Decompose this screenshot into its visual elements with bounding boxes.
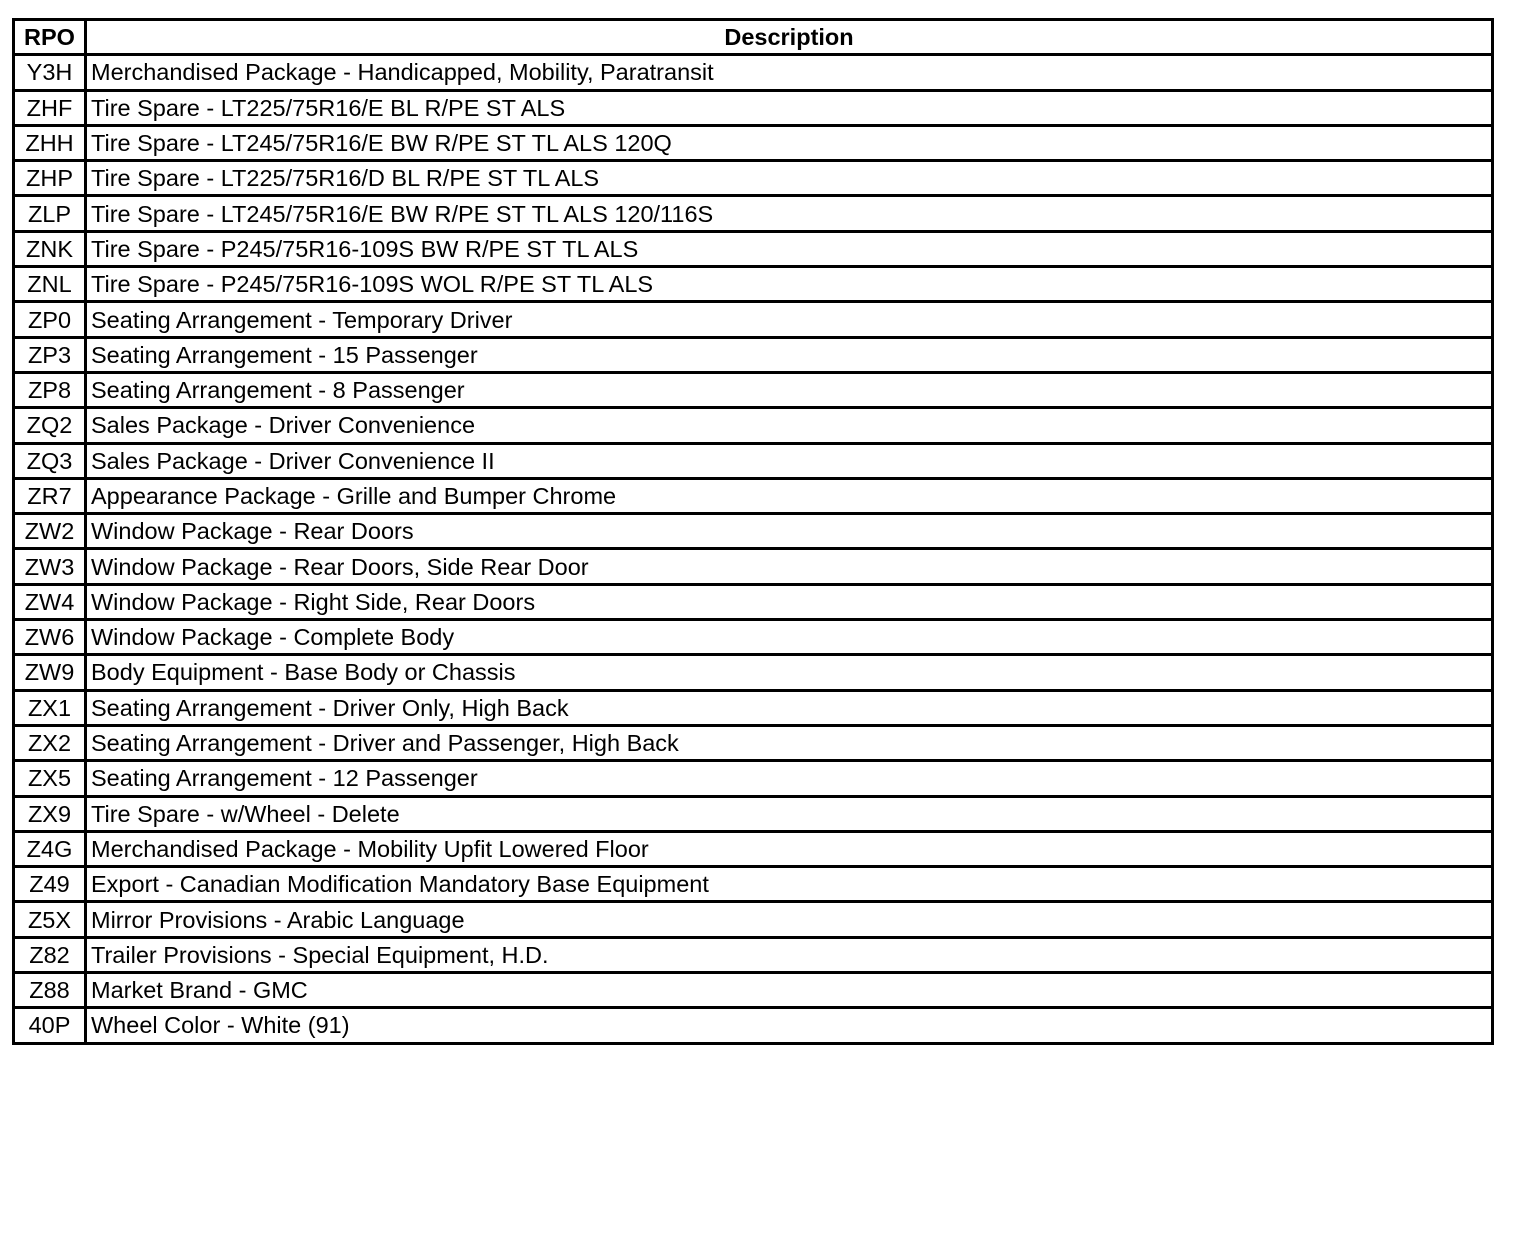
table-row bbox=[14, 549, 1493, 584]
table-row bbox=[14, 196, 1493, 231]
rpo-code: ZX1 bbox=[14, 690, 86, 725]
table-row bbox=[14, 690, 1493, 725]
table-row bbox=[14, 337, 1493, 372]
rpo-description: Tire Spare - LT245/75R16/E BW R/PE ST TL ALS 120Q bbox=[86, 125, 1493, 160]
rpo-description: Sales Package - Driver Convenience bbox=[86, 408, 1493, 443]
table-row bbox=[14, 761, 1493, 796]
rpo-description: Tire Spare - LT245/75R16/E BW R/PE ST TL ALS 120/116S bbox=[86, 196, 1493, 231]
rpo-code: ZW9 bbox=[14, 655, 86, 690]
rpo-description: Export - Canadian Modification Mandatory Base Equipment bbox=[86, 867, 1493, 902]
rpo-description: Window Package - Right Side, Rear Doors bbox=[86, 584, 1493, 619]
rpo-code: ZP8 bbox=[14, 372, 86, 407]
table-row bbox=[14, 937, 1493, 972]
rpo-code: ZX5 bbox=[14, 761, 86, 796]
rpo-description: Body Equipment - Base Body or Chassis bbox=[86, 655, 1493, 690]
rpo-code: Z5X bbox=[14, 902, 86, 937]
rpo-code: Z49 bbox=[14, 867, 86, 902]
rpo-code: Z82 bbox=[14, 937, 86, 972]
rpo-code: ZR7 bbox=[14, 478, 86, 513]
table-row bbox=[14, 867, 1493, 902]
rpo-code: ZQ3 bbox=[14, 443, 86, 478]
rpo-code: Z4G bbox=[14, 831, 86, 866]
rpo-description-table bbox=[12, 18, 1494, 1045]
table-row bbox=[14, 161, 1493, 196]
table-row bbox=[14, 725, 1493, 760]
rpo-code: ZHH bbox=[14, 125, 86, 160]
rpo-code: ZX2 bbox=[14, 725, 86, 760]
rpo-code: ZP0 bbox=[14, 302, 86, 337]
rpo-description: Seating Arrangement - Driver and Passenger, High Back bbox=[86, 725, 1493, 760]
rpo-description: Appearance Package - Grille and Bumper Chrome bbox=[86, 478, 1493, 513]
rpo-description: Seating Arrangement - 8 Passenger bbox=[86, 372, 1493, 407]
rpo-description: Seating Arrangement - Temporary Driver bbox=[86, 302, 1493, 337]
table-row bbox=[14, 267, 1493, 302]
table-header-row bbox=[14, 20, 1493, 55]
table-row bbox=[14, 90, 1493, 125]
table-row bbox=[14, 478, 1493, 513]
rpo-code: ZX9 bbox=[14, 796, 86, 831]
table-row bbox=[14, 231, 1493, 266]
rpo-description: Seating Arrangement - 12 Passenger bbox=[86, 761, 1493, 796]
rpo-description: Tire Spare - LT225/75R16/D BL R/PE ST TL ALS bbox=[86, 161, 1493, 196]
rpo-description: Tire Spare - w/Wheel - Delete bbox=[86, 796, 1493, 831]
rpo-code: ZNL bbox=[14, 267, 86, 302]
rpo-code: 40P bbox=[14, 1008, 86, 1043]
table-row bbox=[14, 302, 1493, 337]
rpo-description: Window Package - Rear Doors, Side Rear Door bbox=[86, 549, 1493, 584]
rpo-description: Tire Spare - LT225/75R16/E BL R/PE ST ALS bbox=[86, 90, 1493, 125]
rpo-description: Trailer Provisions - Special Equipment, H.D. bbox=[86, 937, 1493, 972]
table-row bbox=[14, 620, 1493, 655]
rpo-code: ZLP bbox=[14, 196, 86, 231]
table-row bbox=[14, 125, 1493, 160]
rpo-description: Wheel Color - White (91) bbox=[86, 1008, 1493, 1043]
header-description: Description bbox=[86, 20, 1493, 55]
rpo-code: ZQ2 bbox=[14, 408, 86, 443]
table-body bbox=[14, 55, 1493, 1043]
rpo-description: Tire Spare - P245/75R16-109S WOL R/PE ST TL ALS bbox=[86, 267, 1493, 302]
rpo-code: ZNK bbox=[14, 231, 86, 266]
rpo-code: Z88 bbox=[14, 973, 86, 1008]
table-row bbox=[14, 796, 1493, 831]
rpo-description: Mirror Provisions - Arabic Language bbox=[86, 902, 1493, 937]
rpo-description: Tire Spare - P245/75R16-109S BW R/PE ST TL ALS bbox=[86, 231, 1493, 266]
table-row bbox=[14, 831, 1493, 866]
rpo-description: Merchandised Package - Handicapped, Mobility, Paratransit bbox=[86, 55, 1493, 90]
table-row bbox=[14, 443, 1493, 478]
rpo-code: ZW6 bbox=[14, 620, 86, 655]
rpo-description: Seating Arrangement - 15 Passenger bbox=[86, 337, 1493, 372]
rpo-code: ZHF bbox=[14, 90, 86, 125]
table-row bbox=[14, 372, 1493, 407]
table-row bbox=[14, 902, 1493, 937]
table-row bbox=[14, 408, 1493, 443]
rpo-code: ZHP bbox=[14, 161, 86, 196]
rpo-description: Sales Package - Driver Convenience II bbox=[86, 443, 1493, 478]
rpo-code: ZW3 bbox=[14, 549, 86, 584]
rpo-description: Window Package - Rear Doors bbox=[86, 514, 1493, 549]
table-row bbox=[14, 584, 1493, 619]
table-row bbox=[14, 1008, 1493, 1043]
rpo-description: Window Package - Complete Body bbox=[86, 620, 1493, 655]
table-row bbox=[14, 55, 1493, 90]
rpo-code: ZP3 bbox=[14, 337, 86, 372]
header-rpo: RPO bbox=[14, 20, 86, 55]
rpo-code: Y3H bbox=[14, 55, 86, 90]
rpo-description: Seating Arrangement - Driver Only, High Back bbox=[86, 690, 1493, 725]
rpo-code: ZW2 bbox=[14, 514, 86, 549]
table-row bbox=[14, 655, 1493, 690]
rpo-code: ZW4 bbox=[14, 584, 86, 619]
rpo-description: Merchandised Package - Mobility Upfit Lowered Floor bbox=[86, 831, 1493, 866]
rpo-description: Market Brand - GMC bbox=[86, 973, 1493, 1008]
table-row bbox=[14, 514, 1493, 549]
table-row bbox=[14, 973, 1493, 1008]
